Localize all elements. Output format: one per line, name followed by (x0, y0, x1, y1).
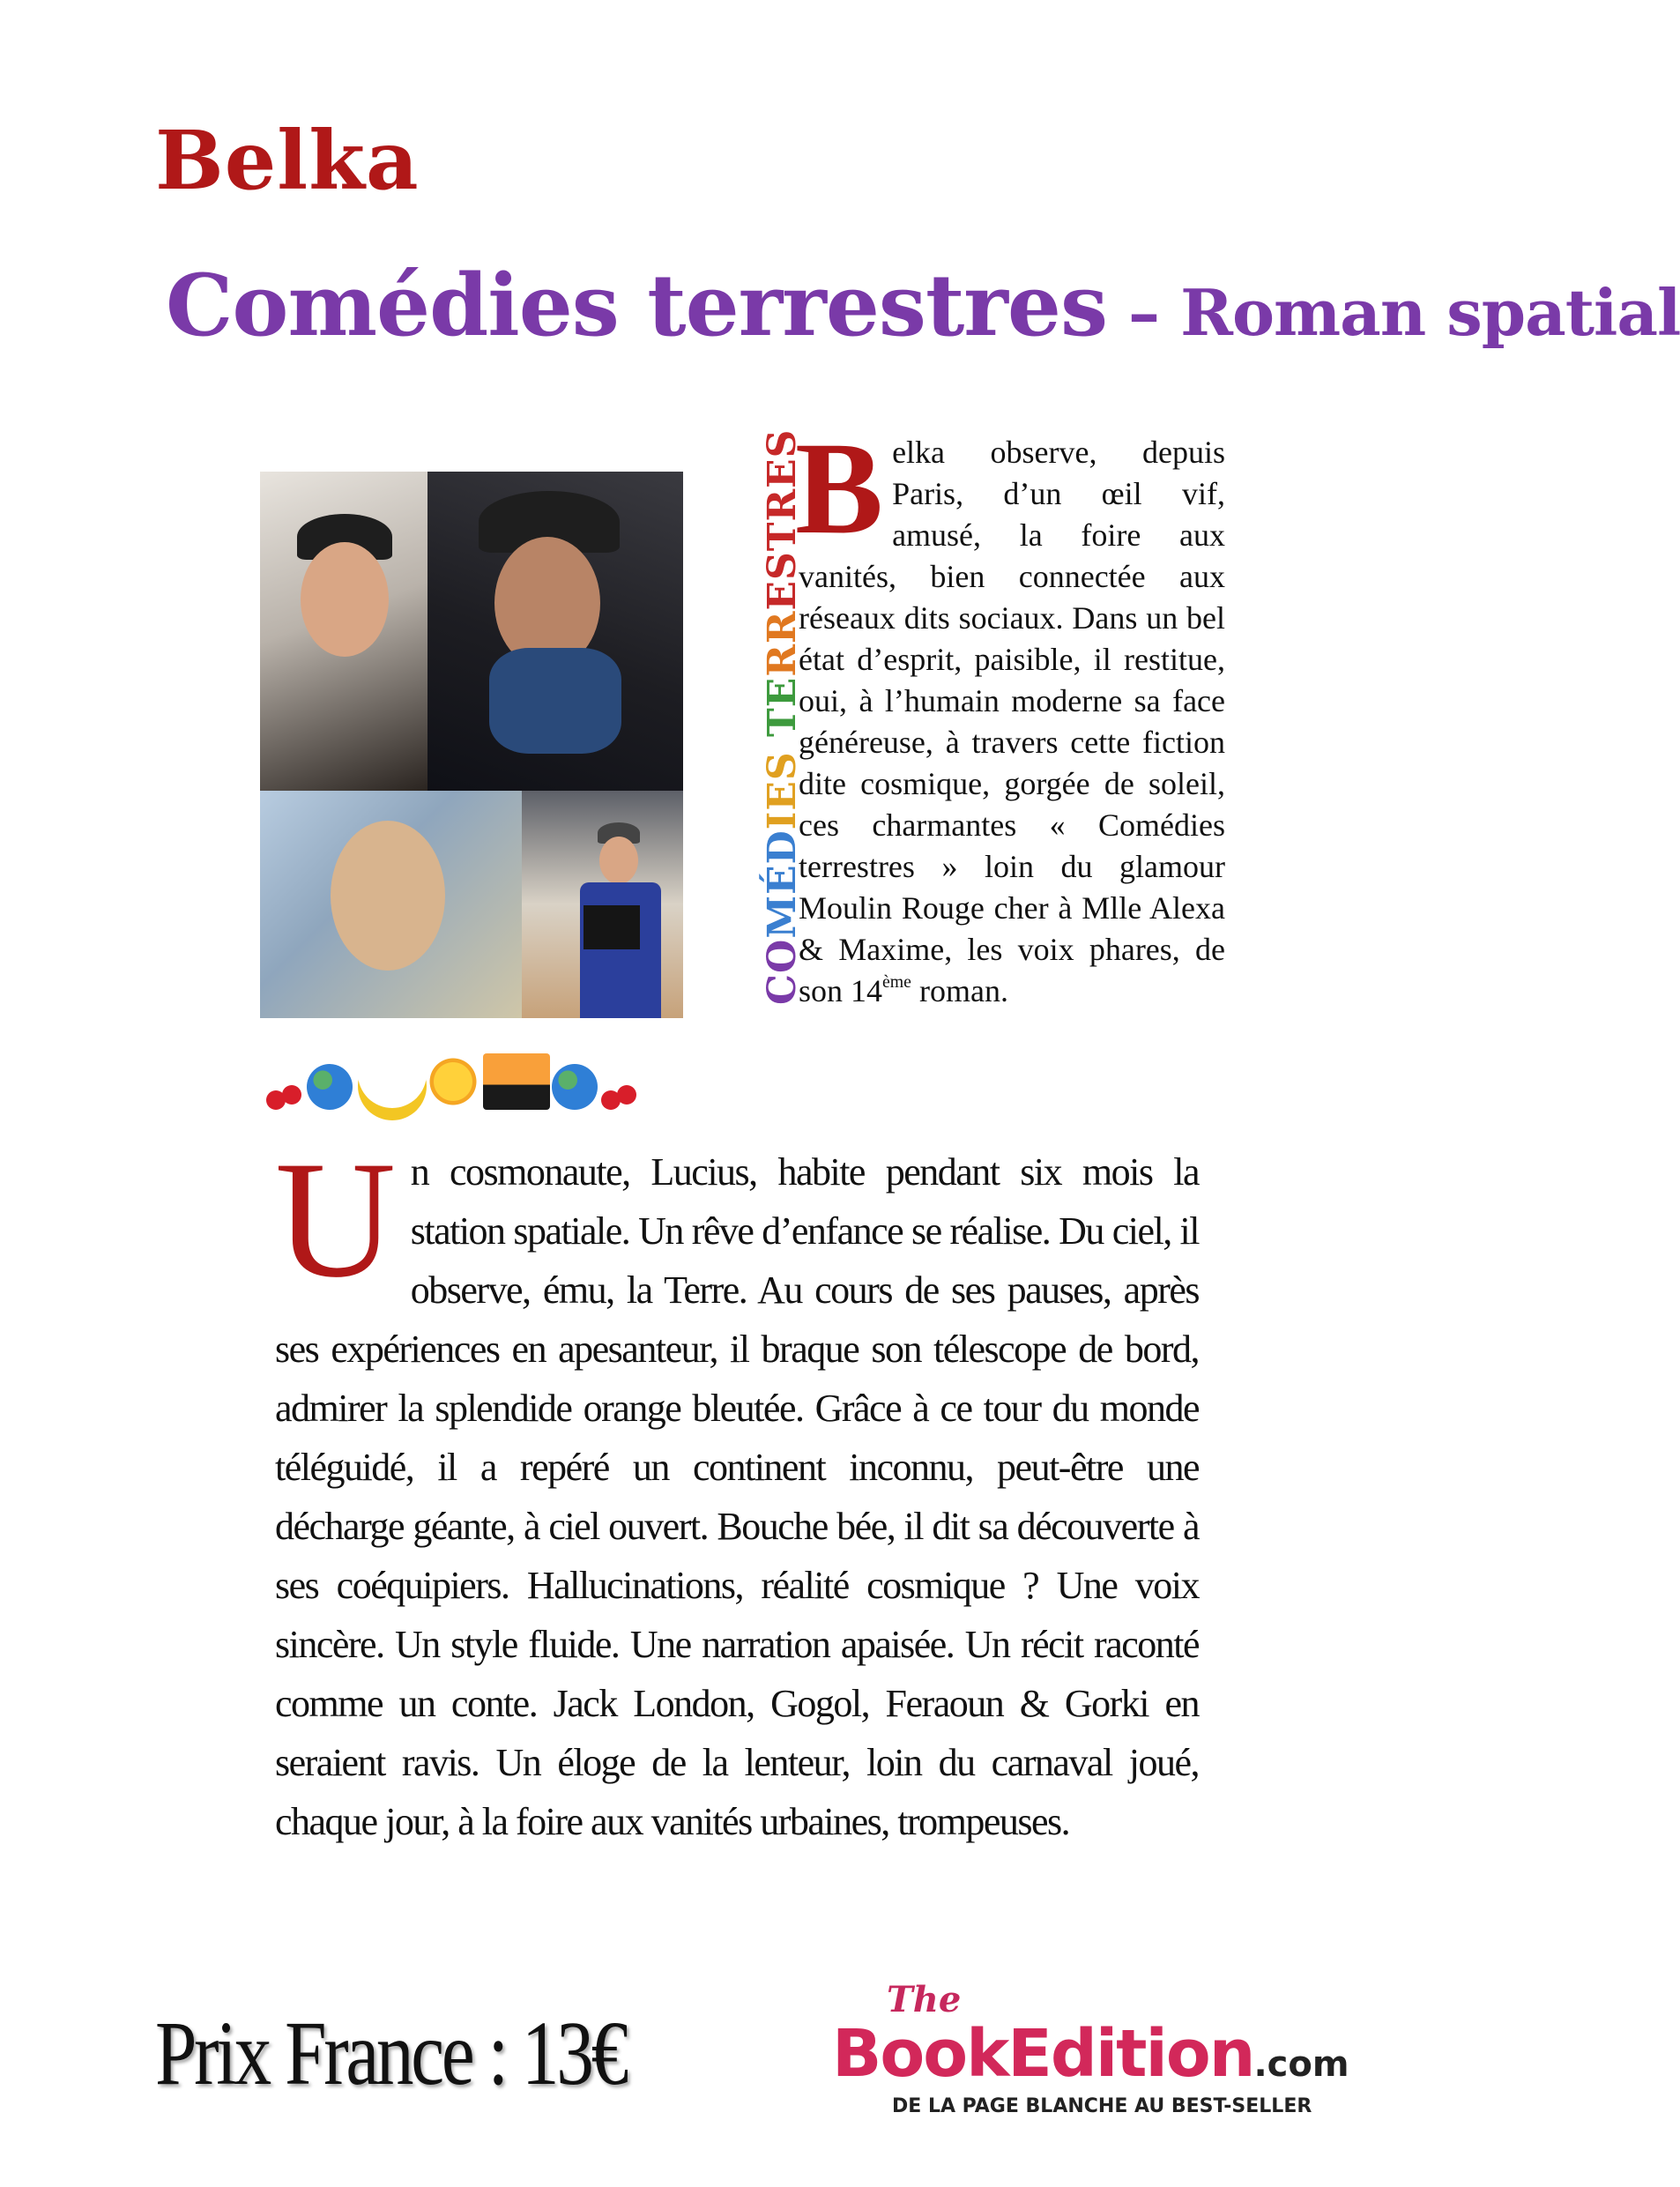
cherry-icon (264, 1066, 305, 1110)
publisher-logo-the: The (887, 1979, 962, 2020)
title-subtitle: Roman spatial (1180, 275, 1680, 350)
globe-icon (552, 1064, 598, 1110)
publisher-name: BookEdition (832, 2016, 1254, 2092)
vertical-title-letter: É (760, 864, 805, 895)
author-photo-1 (260, 472, 427, 791)
author-name: Belka (155, 113, 420, 208)
publisher-tld: .com (1253, 2044, 1349, 2085)
vertical-title-letter: R (760, 487, 805, 522)
price-label: Prix France : 13€ (155, 2003, 626, 2104)
publisher-tagline: DE LA PAGE BLANCHE AU BEST-SELLER (892, 2095, 1312, 2117)
book-title (166, 256, 1680, 355)
title-main: Comédies terrestres (166, 256, 1107, 355)
vertical-title-letter: S (760, 751, 805, 781)
emoji-row (264, 1053, 640, 1110)
city-sunset-icon (483, 1053, 550, 1110)
intro-drop-cap: B (795, 415, 884, 562)
author-photo-2 (427, 472, 683, 791)
author-photo-4 (522, 791, 683, 1018)
vertical-title-letter: S (760, 551, 805, 580)
vertical-title-letter: E (760, 780, 805, 811)
synopsis-paragraph (275, 1127, 1199, 1851)
globe-icon (307, 1064, 353, 1110)
publisher-logo-name (832, 2016, 1349, 2092)
vertical-title-letter: O (760, 938, 805, 973)
vertical-title-letter: E (760, 579, 805, 611)
vertical-title-letter: E (760, 457, 805, 488)
vertical-title-letter: C (760, 972, 805, 1005)
vertical-title-letter: S (760, 428, 805, 458)
synopsis-text: n cosmonaute, Lucius, habite pendant six mois la station spatiale. Un rêve d’enfance se réalise. Du ciel, il observe, ému, la Terre. Au cours de ses pauses, après ses expériences en apesanteur, il braque son télescope de bord, admirer la splendide orange bleutée. Grâce à ce tour du monde téléguidé, il a repéré un continent inconnu, peut-être une décharge géante, à ciel ouvert. Bouche bée, il dit sa découverte à ses coéquipiers. Hallucinations, réalité cosmique ? Une voix sincère. Un style fluide. Une narration apaisée. Un récit raconté comme un conte. Jack London, Gogol, Feraoun & Gorki en seraient ravis. Un éloge de la lenteur, loin du carnaval joué, chaque jour, à la foire aux vanités urbaines, trompeuses. (275, 1150, 1199, 1843)
vertical-title-letter: R (760, 610, 805, 644)
intro-text: elka observe, depuis Paris, d’un œil vif, amusé, la foire aux vanités, bien connectée aux réseaux dits sociaux. Dans un bel état d’esprit, paisible, il restitue, oui, à l’humain moderne sa face généreuse, à travers cette fiction dite cosmique, gorgée de soleil, ces charmantes « Comédies terrestres » loin du glamour Moulin Rouge cher à Mlle Alexa & Maxime, les voix phares, de son 14 (799, 435, 1225, 1008)
moon-icon (354, 1064, 423, 1110)
intro-paragraph (795, 415, 1225, 1012)
author-photo-3 (260, 791, 522, 1018)
vertical-title-letter: E (760, 676, 805, 708)
vertical-title-letter: M (760, 894, 805, 939)
vertical-title-letter: T (760, 707, 805, 737)
title-separator: – (1106, 275, 1181, 350)
intro-end: roman. (911, 973, 1008, 1008)
intro-superscript: ème (882, 972, 911, 993)
vertical-title-letter: T (760, 521, 805, 552)
sun-icon (425, 1053, 481, 1110)
synopsis-drop-cap: U (275, 1127, 395, 1313)
vertical-title-letter: D (760, 829, 805, 865)
publisher-logo (832, 1979, 1349, 2120)
vertical-title-letter: I (760, 810, 805, 830)
cherry-icon (599, 1066, 640, 1110)
author-photo-collage (260, 472, 683, 1018)
vertical-title (760, 428, 805, 1005)
vertical-title-letter: R (760, 643, 805, 677)
